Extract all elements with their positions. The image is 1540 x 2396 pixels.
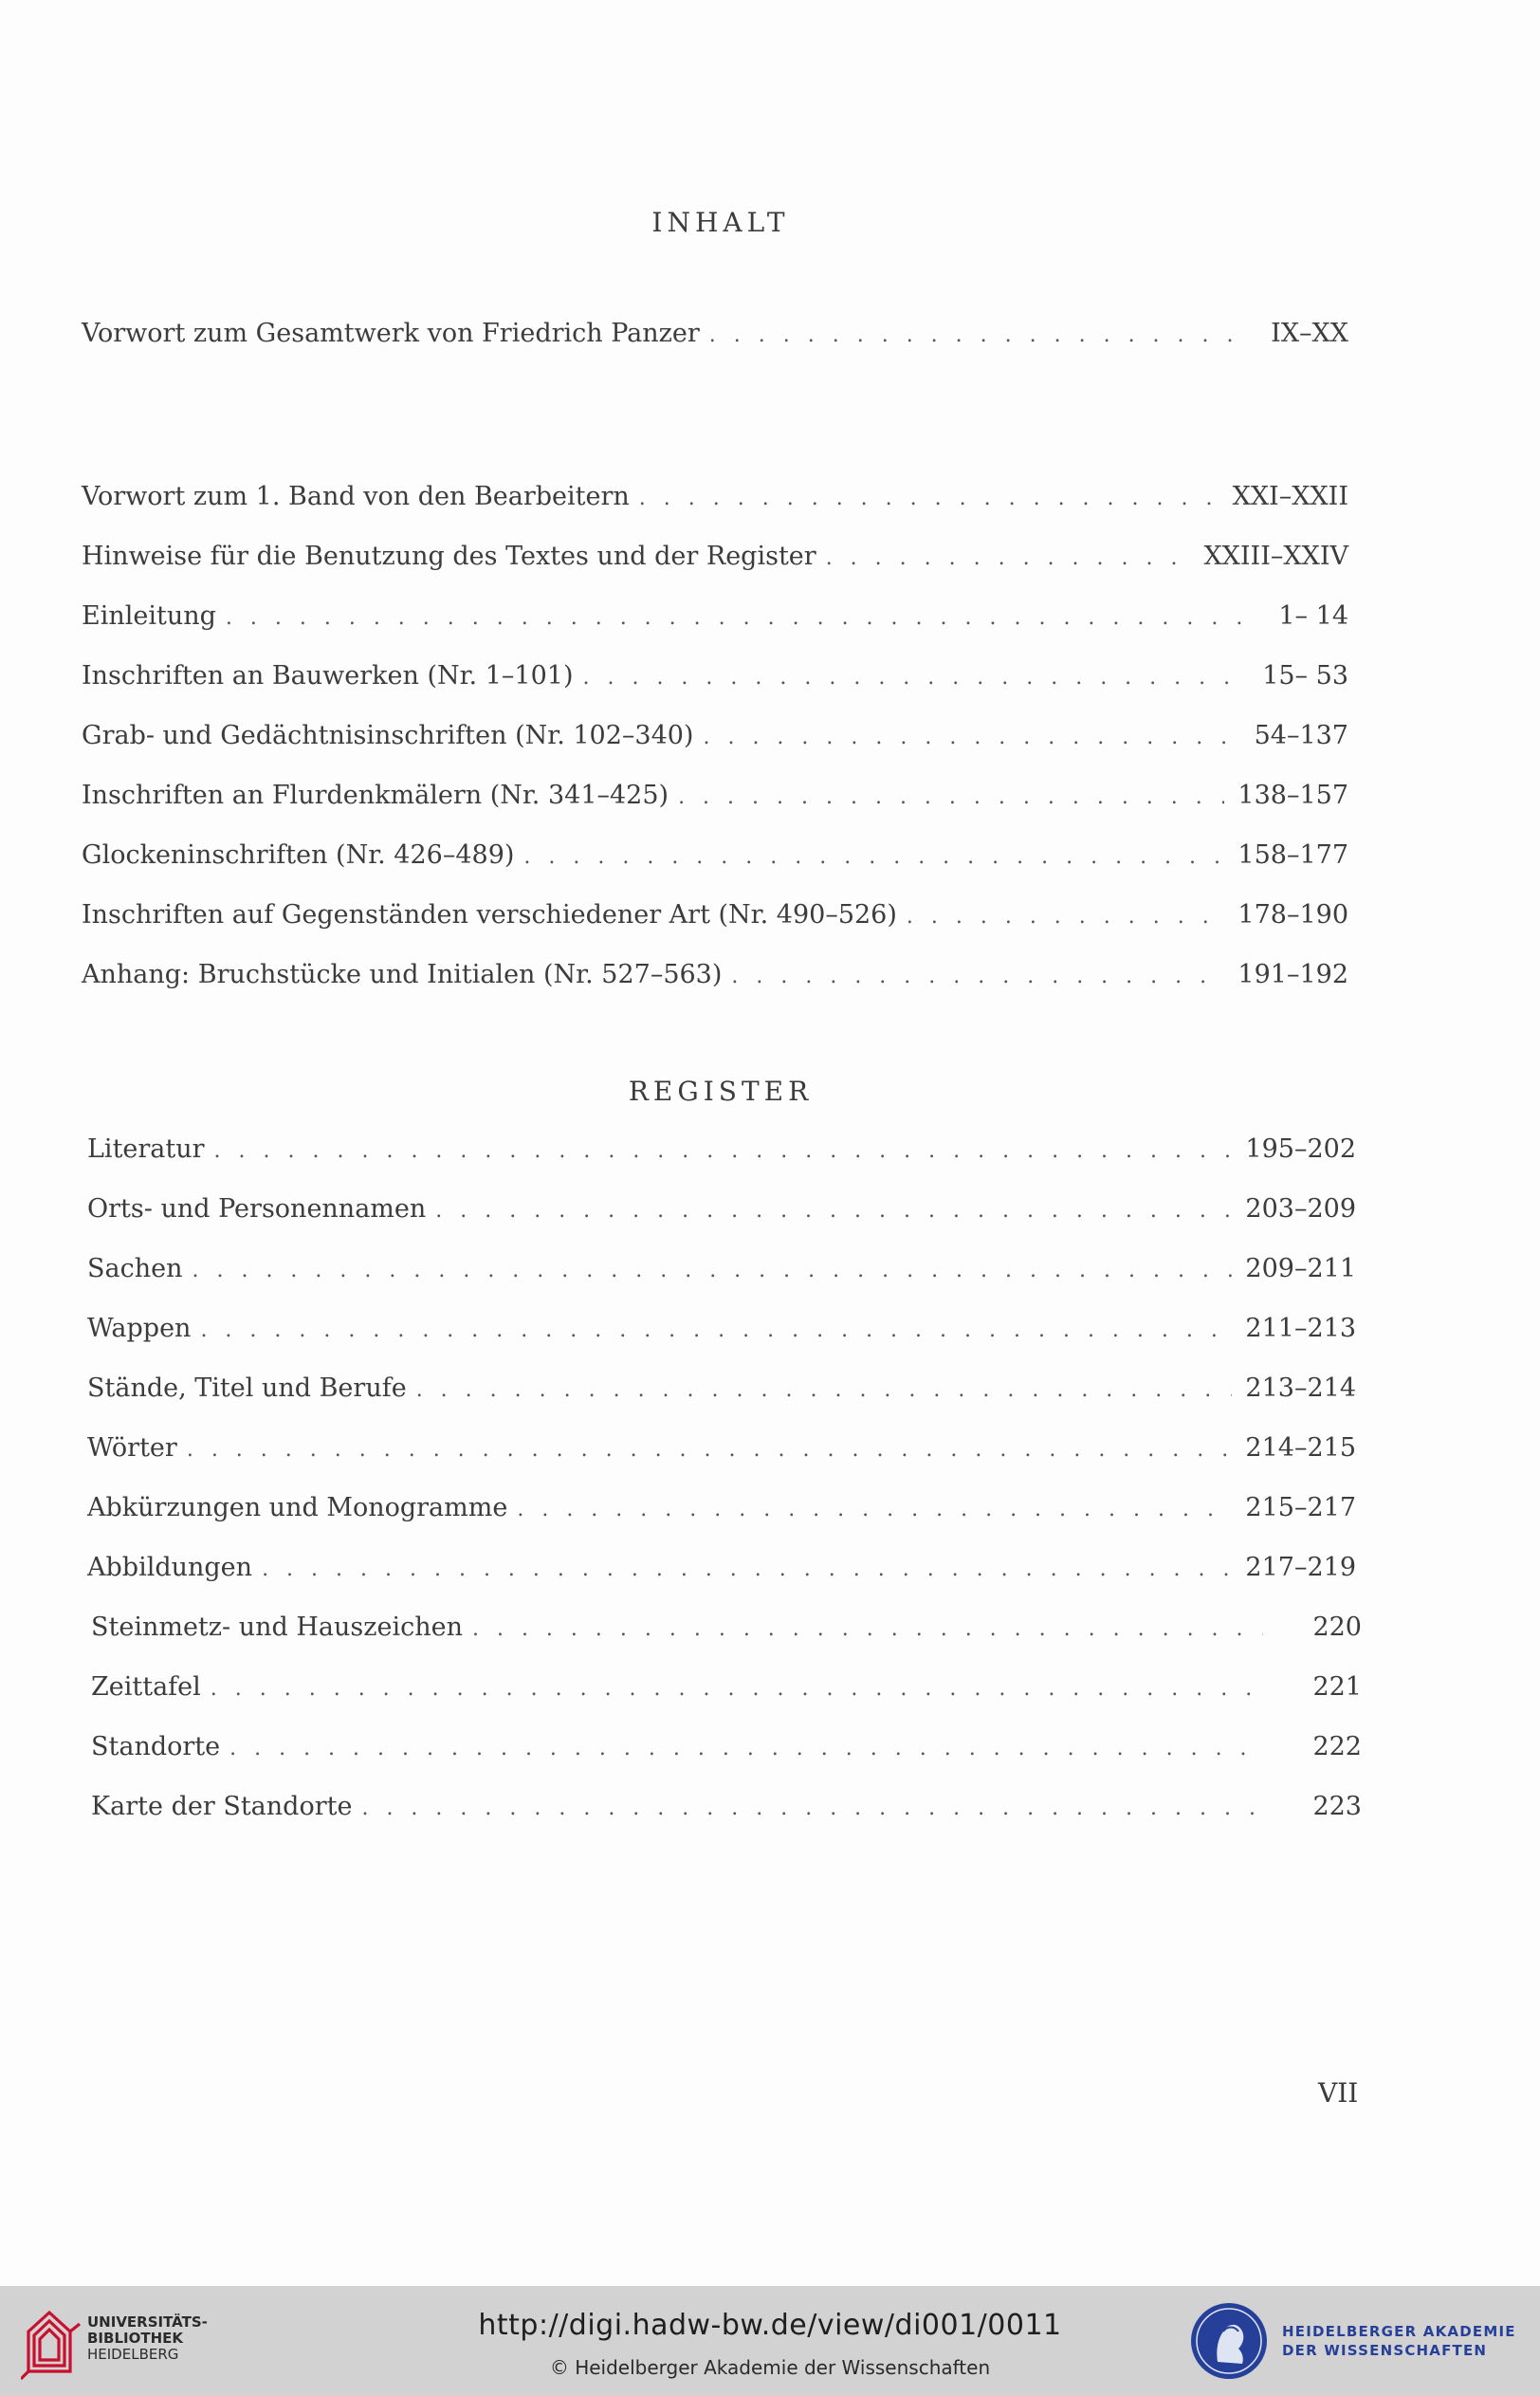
toc-entry-label: Zeittafel <box>91 1672 201 1702</box>
toc-entry-page: 221 <box>1312 1672 1362 1702</box>
toc-entry-label: Literatur <box>87 1134 205 1164</box>
toc-entry-label: Stände, Titel und Berufe <box>87 1373 407 1403</box>
toc-entry-page: 195–202 <box>1245 1134 1356 1164</box>
toc-entry <box>82 542 1348 580</box>
leader-dots <box>826 546 1191 570</box>
toc-entry <box>91 1732 1362 1770</box>
toc-entry-label: Standorte <box>91 1732 221 1761</box>
toc-entry <box>82 781 1348 819</box>
toc-entry-page: 220 <box>1312 1613 1362 1642</box>
toc-entry-label: Vorwort zum Gesamtwerk von Friedrich Panzer <box>82 319 700 348</box>
toc-entry <box>82 482 1348 520</box>
leader-dots <box>678 785 1224 809</box>
leader-dots <box>907 905 1225 929</box>
toc-entry <box>91 1792 1362 1830</box>
toc-entry-page: 15– 53 <box>1262 661 1348 691</box>
toc-entry <box>87 1373 1356 1411</box>
leader-dots <box>709 323 1250 347</box>
academy-name-line2: DER WISSENSCHAFTEN <box>1282 2342 1488 2359</box>
toc-entry-label: Inschriften an Bauwerken (Nr. 1–101) <box>82 661 574 691</box>
inhalt-heading: INHALT <box>651 207 790 238</box>
toc-entry-label: Vorwort zum 1. Band von den Bearbeitern <box>82 482 630 511</box>
leader-dots <box>731 965 1224 988</box>
leader-dots <box>435 1199 1232 1223</box>
toc-entry <box>87 1493 1356 1531</box>
academy-name-line1: HEIDELBERGER AKADEMIE <box>1282 2323 1516 2340</box>
toc-entry-page: 222 <box>1312 1732 1362 1761</box>
toc-entry-page: XXIII–XXIV <box>1203 542 1348 571</box>
toc-entry <box>87 1254 1356 1292</box>
toc-entry-label: Einleitung <box>82 601 216 631</box>
page-number: VII <box>1318 2077 1359 2109</box>
toc-entry <box>82 960 1348 998</box>
copyright-notice: © Heidelberger Akademie der Wissenschaften <box>549 2356 991 2379</box>
toc-entry <box>82 840 1348 878</box>
leader-dots <box>200 1318 1232 1342</box>
university-library-line2: BIBLIOTHEK <box>87 2330 183 2347</box>
toc-entry-label: Orts- und Personennamen <box>87 1194 427 1224</box>
toc-entry <box>82 900 1348 938</box>
toc-entry-page: 213–214 <box>1245 1373 1356 1403</box>
toc-entry-label: Glockeninschriften (Nr. 426–489) <box>82 840 515 870</box>
leader-dots <box>187 1438 1233 1462</box>
toc-entry-label: Hinweise für die Benutzung des Textes und der Register <box>82 542 816 571</box>
toc-entry-label: Inschriften an Flurdenkmälern (Nr. 341–425) <box>82 781 669 810</box>
toc-entry-page: 223 <box>1312 1792 1362 1821</box>
leader-dots <box>226 606 1250 630</box>
toc-entry <box>91 1613 1362 1650</box>
academy-seal-icon <box>1189 2301 1269 2381</box>
toc-entry-label: Abbildungen <box>87 1553 253 1582</box>
toc-entry <box>87 1194 1356 1232</box>
footer-bar <box>0 2286 1540 2396</box>
leader-dots <box>639 487 1219 510</box>
toc-entry-page: 178–190 <box>1238 900 1348 930</box>
toc-entry <box>82 661 1348 699</box>
toc-entry-label: Abkürzungen und Monogramme <box>87 1493 508 1522</box>
leader-dots <box>416 1378 1233 1402</box>
toc-entry-label: Grab- und Gedächtnisinschriften (Nr. 102–340) <box>82 721 694 750</box>
leader-dots <box>214 1139 1233 1163</box>
university-library-line1: UNIVERSITÄTS- <box>87 2313 208 2331</box>
toc-entry-page: 1– 14 <box>1278 601 1348 631</box>
leader-dots <box>229 1737 1263 1760</box>
toc-entry <box>82 601 1348 639</box>
leader-dots <box>262 1557 1232 1581</box>
toc-entry-page: 138–157 <box>1238 781 1348 810</box>
toc-entry-page: 158–177 <box>1238 840 1348 870</box>
toc-entry <box>87 1314 1356 1352</box>
toc-entry-page: 54–137 <box>1254 721 1348 750</box>
toc-entry <box>82 319 1348 357</box>
toc-entry-label: Sachen <box>87 1254 183 1283</box>
leader-dots <box>472 1617 1263 1641</box>
toc-entry-page: 203–209 <box>1245 1194 1356 1224</box>
leader-dots <box>523 845 1224 869</box>
toc-entry <box>82 721 1348 759</box>
toc-entry-page: 209–211 <box>1245 1254 1356 1283</box>
toc-entry-page: 211–213 <box>1245 1314 1356 1343</box>
toc-entry-label: Steinmetz- und Hauszeichen <box>91 1613 463 1642</box>
toc-entry-page: 217–219 <box>1245 1553 1356 1582</box>
toc-entry <box>91 1672 1362 1710</box>
leader-dots <box>582 666 1249 690</box>
toc-entry-page: 215–217 <box>1245 1493 1356 1522</box>
permalink-url[interactable]: http://digi.hadw-bw.de/view/di001/0011 <box>478 2309 1062 2342</box>
toc-entry-page: 191–192 <box>1238 960 1348 989</box>
leader-dots <box>211 1677 1263 1701</box>
toc-entry-label: Inschriften auf Gegenständen verschiedener Art (Nr. 490–526) <box>82 900 897 930</box>
toc-entry-page: 214–215 <box>1245 1433 1356 1463</box>
toc-entry <box>87 1134 1356 1172</box>
register-heading: REGISTER <box>628 1076 814 1107</box>
academy-name <box>1282 2322 1516 2360</box>
toc-entry-label: Wörter <box>87 1433 177 1463</box>
toc-entry <box>87 1433 1356 1471</box>
university-library-line3: HEIDELBERG <box>87 2346 179 2363</box>
toc-entry-label: Wappen <box>87 1314 192 1343</box>
leader-dots <box>192 1259 1232 1282</box>
toc-entry <box>87 1553 1356 1591</box>
toc-entry-page: IX–XX <box>1271 319 1348 348</box>
leader-dots <box>517 1498 1232 1521</box>
toc-entry-label: Anhang: Bruchstücke und Initialen (Nr. 527–563) <box>82 960 723 989</box>
leader-dots <box>361 1797 1263 1820</box>
leader-dots <box>703 726 1240 749</box>
toc-entry-page: XXI–XXII <box>1232 482 1348 511</box>
toc-entry-label: Karte der Standorte <box>91 1792 353 1821</box>
